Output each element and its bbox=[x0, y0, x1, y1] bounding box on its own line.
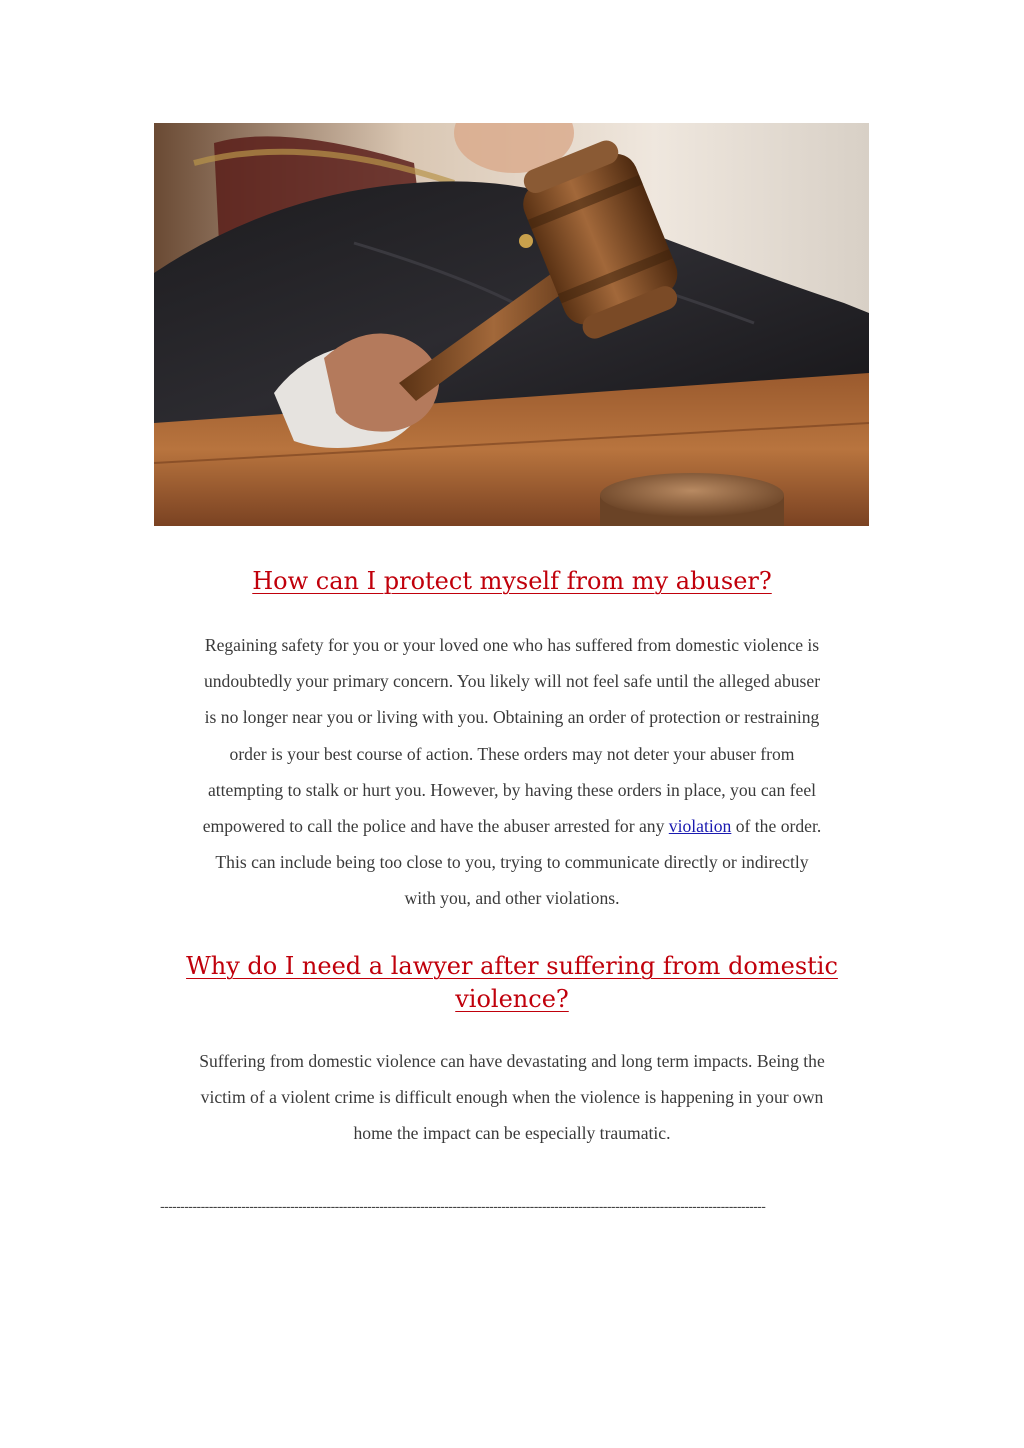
paragraph-line: order is your best course of action. These orders may not deter your abuser from bbox=[229, 743, 795, 764]
text-after-link: of the order. bbox=[731, 816, 822, 837]
paragraph-line: victim of a violent crime is difficult enough when the violence is happening in your own bbox=[200, 1087, 824, 1108]
heading-line: Why do I need a lawyer after suffering from domestic bbox=[186, 952, 838, 980]
paragraph-line: with you, and other violations. bbox=[404, 888, 620, 909]
section-heading-protect: How can I protect myself from my abuser? bbox=[252, 567, 772, 595]
lawyer-paragraph bbox=[150, 1043, 874, 1152]
paragraph-line-with-link bbox=[150, 808, 874, 844]
dashed-divider: ----------------------------------------------------------------------------------------------------------------------------------------------------- bbox=[160, 1198, 766, 1214]
heading-line: violence? bbox=[455, 985, 569, 1013]
gavel-illustration bbox=[154, 123, 869, 526]
section-heading-lawyer bbox=[150, 950, 874, 1016]
paragraph-line: attempting to stalk or hurt you. However, by having these orders in place, you can feel bbox=[207, 779, 817, 800]
paragraph-line: home the impact can be especially traumatic. bbox=[353, 1123, 671, 1144]
violation-link[interactable]: violation bbox=[668, 816, 732, 837]
paragraph-line: Regaining safety for you or your loved one who has suffered from domestic violence is bbox=[204, 635, 820, 655]
paragraph-line: is no longer near you or living with you. Obtaining an order of protection or restraining bbox=[204, 707, 820, 728]
paragraph-line: undoubtedly your primary concern. You likely will not feel safe until the alleged abuser bbox=[203, 671, 821, 692]
paragraph-line: This can include being too close to you, trying to communicate directly or indirectly bbox=[215, 852, 809, 873]
judge-gavel-photo bbox=[154, 123, 869, 526]
protect-paragraph bbox=[150, 627, 874, 917]
paragraph-line: Suffering from domestic violence can have devastating and long term impacts. Being the bbox=[199, 1051, 825, 1071]
text-before-link: empowered to call the police and have the abuser arrested for any bbox=[202, 816, 669, 837]
